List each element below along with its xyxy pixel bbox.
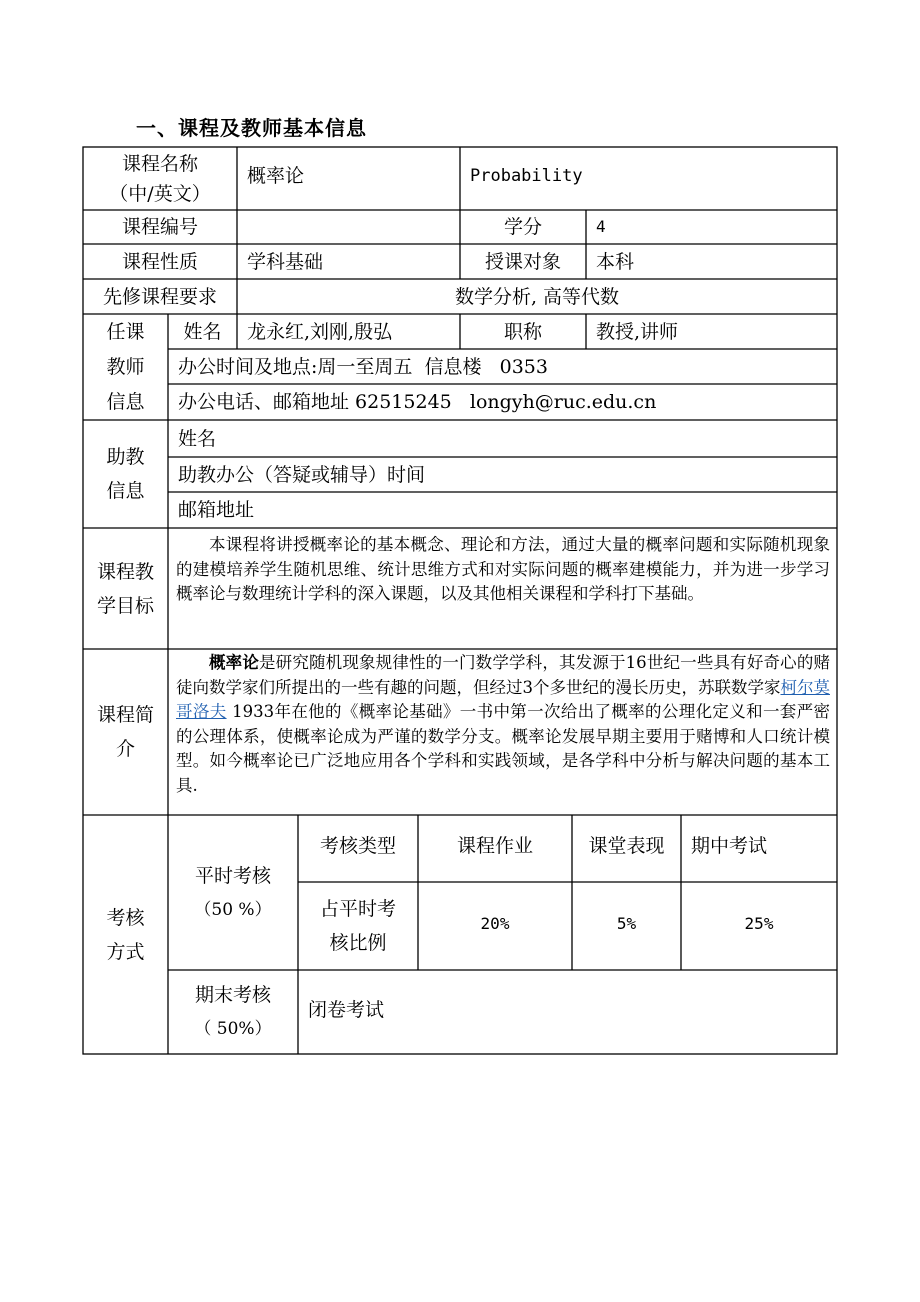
- ta-group-label: [83, 420, 168, 528]
- teacher-group-label-2: 教师: [106, 355, 145, 378]
- intro-text-b: 1933年在他的《概率论基础》一书中第一次给出了概率的公理化定义和一套严密的公理体系，使概率论成为严谨的数学分支。概率论发展早期主要用于赌博和人口统计模型。如今概率论已广泛地应用各个学科和实践领域，是各学科中分析与解决问题的基本工具.: [176, 702, 830, 795]
- ratio-label-1: 占平时考: [319, 898, 396, 920]
- assessment-label-2: 方式: [106, 940, 145, 963]
- assessment-label: [83, 815, 168, 1054]
- intro-label: [83, 649, 168, 815]
- assessment-type-label: 考核类型: [319, 835, 396, 857]
- kolmogorov-link[interactable]: 柯尔莫哥洛夫: [176, 677, 830, 721]
- teacher-group-label-3: 信息: [106, 390, 145, 413]
- intro-label-2: 介: [115, 738, 135, 760]
- ta-office-hours: 助教办公（答疑或辅导）时间: [178, 463, 426, 486]
- credit-value: 4: [596, 217, 606, 236]
- teacher-contact: 办公电话、邮箱地址 62515245 longyh@ruc.edu.cn: [178, 391, 657, 413]
- item-name-midterm: 期中考试: [691, 835, 768, 857]
- intro-text-a: 是研究随机现象规律性的一门数学学科，其发源于16世纪一些具有好奇心的赌徒向数学家们所提出的一些有趣的问题，但经过3个多世纪的漫长历史，苏联数学家: [176, 653, 830, 697]
- ta-group-label-2: 信息: [106, 480, 145, 502]
- goals-label-1: 课程教: [96, 560, 154, 583]
- final-method: 闭卷考试: [308, 999, 385, 1021]
- course-code-label: 课程编号: [121, 216, 198, 238]
- credit-label: 学分: [503, 216, 542, 238]
- teacher-titles: 教授,讲师: [596, 320, 679, 343]
- final-assessment-label: [168, 970, 298, 1054]
- ta-name: 姓名: [178, 427, 217, 450]
- assessment-label-1: 考核: [106, 906, 145, 929]
- teacher-office: 办公时间及地点:周一至周五 信息楼 0353: [178, 355, 548, 378]
- course-name-label-line1: 课程名称: [121, 152, 198, 175]
- regular-assessment-label: [168, 815, 298, 970]
- teacher-group-label-1: 任课: [106, 320, 145, 343]
- intro-bold-term: 概率论: [209, 653, 259, 672]
- final-label: 期末考核: [194, 984, 271, 1006]
- ta-group-label-1: 助教: [106, 446, 145, 468]
- ratio-homework: 20%: [480, 914, 510, 933]
- ta-email: 邮箱地址: [178, 499, 255, 521]
- final-pct: （ 50%）: [194, 1019, 272, 1039]
- section-title: 一、课程及教师基本信息: [136, 116, 367, 140]
- intro-label-1: 课程简: [96, 704, 154, 726]
- teacher-name-label: 姓名: [183, 320, 222, 343]
- ratio-midterm: 25%: [744, 914, 774, 933]
- goals-text: 本课程将讲授概率论的基本概念、理论和方法，通过大量的概率问题和实际随机现象的建模培养学生随机思维、统计思维方式和对实际问题的概率建模能力，并为进一步学习概率论与数理统计学科的深入课题，以及其他相关课程和学科打下基础。: [176, 535, 830, 603]
- intro-text: [176, 651, 830, 798]
- item-name-homework: 课程作业: [456, 835, 533, 857]
- ratio-participation: 5%: [616, 914, 637, 933]
- audience-label: 授课对象: [484, 250, 561, 273]
- item-name-participation: 课堂表现: [588, 835, 665, 857]
- prereq-value: 数学分析, 高等代数: [454, 285, 620, 308]
- course-nature-label: 课程性质: [121, 250, 198, 273]
- teacher-title-label: 职称: [503, 320, 542, 343]
- course-nature-value: 学科基础: [247, 250, 324, 273]
- goals-label-2: 学目标: [96, 594, 154, 617]
- ratio-label: [298, 882, 418, 970]
- teacher-group-label: [83, 314, 168, 420]
- regular-label: 平时考核: [194, 864, 271, 887]
- course-name-label: [83, 147, 237, 210]
- course-name-label-line2: （中/英文）: [109, 182, 211, 205]
- teacher-names: 龙永红,刘刚,殷弘: [247, 320, 393, 343]
- course-name-en: Probability: [470, 166, 583, 186]
- regular-pct: （50 %）: [194, 899, 272, 920]
- ratio-label-2: 核比例: [329, 932, 387, 954]
- prereq-label: 先修课程要求: [102, 285, 217, 308]
- course-name-cn: 概率论: [247, 165, 305, 187]
- course-code-value: [237, 210, 460, 244]
- goals-label: [83, 528, 168, 649]
- audience-value: 本科: [596, 250, 635, 273]
